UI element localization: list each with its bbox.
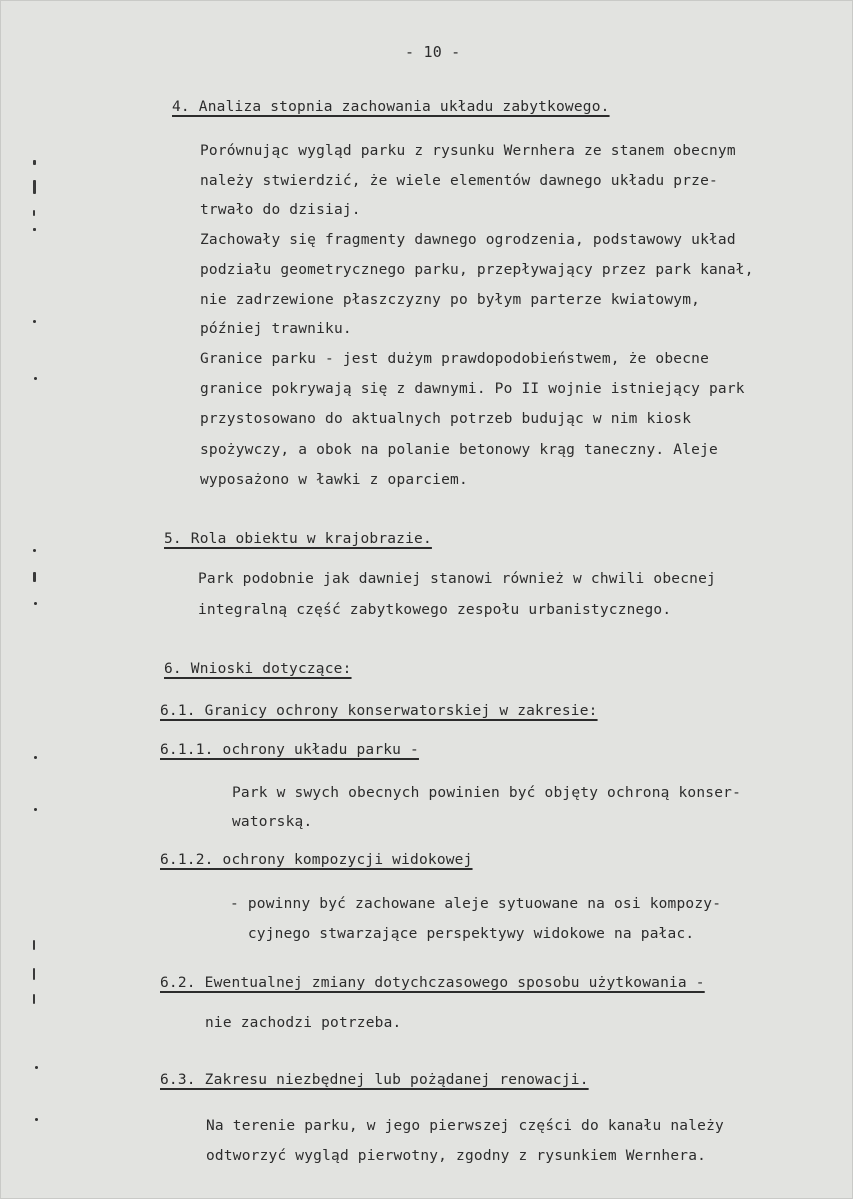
section-5-heading: 5. Rola obiektu w krajobrazie.: [164, 531, 432, 547]
section-4-line: podziału geometrycznego parku, przepływający przez park kanał,: [200, 262, 754, 278]
section-6-1-1-heading: 6.1.1. ochrony układu parku -: [160, 742, 419, 758]
margin-mark: [33, 968, 35, 980]
section-6-3-heading: 6.3. Zakresu niezbędnej lub pożądanej renowacji.: [160, 1072, 589, 1088]
section-6-2-heading: 6.2. Ewentualnej zmiany dotychczasowego sposobu użytkowania -: [160, 975, 705, 991]
section-6-1-heading: 6.1. Granicy ochrony konserwatorskiej w zakresie:: [160, 703, 598, 719]
section-4-line: trwało do dzisiaj.: [200, 202, 361, 218]
section-6-heading: 6. Wnioski dotyczące:: [164, 661, 352, 677]
section-4-line: Zachowały się fragmenty dawnego ogrodzenia, podstawowy układ: [200, 232, 736, 248]
margin-mark: [33, 180, 36, 194]
margin-dot: [34, 602, 37, 605]
section-5-line: Park podobnie jak dawniej stanowi również w chwili obecnej: [198, 571, 716, 587]
section-6-1-2-heading: 6.1.2. ochrony kompozycji widokowej: [160, 852, 473, 868]
margin-mark: [33, 572, 36, 582]
margin-dot: [34, 377, 37, 380]
section-4-heading: 4. Analiza stopnia zachowania układu zabytkowego.: [172, 99, 610, 115]
section-4-line: należy stwierdzić, że wiele elementów dawnego układu prze-: [200, 173, 718, 189]
section-6-1-1-line: Park w swych obecnych powinien być objęty ochroną konser-: [232, 785, 741, 801]
section-4-line: wyposażono w ławki z oparciem.: [200, 472, 468, 488]
section-4-line: Granice parku - jest dużym prawdopodobieństwem, że obecne: [200, 351, 709, 367]
margin-dot: [34, 756, 37, 759]
section-6-3-line: Na terenie parku, w jego pierwszej części do kanału należy: [206, 1118, 724, 1134]
margin-mark: [33, 160, 36, 165]
section-6-1-2-line: cyjnego stwarzające perspektywy widokowe na pałac.: [230, 926, 695, 942]
section-4-line: granice pokrywają się z dawnymi. Po II wojnie istniejący park: [200, 381, 745, 397]
margin-mark: [33, 228, 36, 231]
page-number: - 10 -: [405, 43, 461, 61]
margin-mark: [33, 210, 35, 216]
margin-dot: [35, 1118, 38, 1121]
margin-mark: [33, 994, 35, 1004]
section-5-line: integralną część zabytkowego zespołu urbanistycznego.: [198, 602, 672, 618]
section-6-3-line: odtworzyć wygląd pierwotny, zgodny z rysunkiem Wernhera.: [206, 1148, 707, 1164]
margin-dot: [34, 808, 37, 811]
section-6-1-2-line: - powinny być zachowane aleje sytuowane na osi kompozy-: [230, 896, 722, 912]
section-4-line: spożywczy, a obok na polanie betonowy krąg taneczny. Aleje: [200, 442, 718, 458]
margin-mark: [33, 940, 35, 950]
margin-dot: [33, 320, 36, 323]
section-4-line: Porównując wygląd parku z rysunku Wernhera ze stanem obecnym: [200, 143, 736, 159]
margin-dot: [33, 549, 36, 552]
margin-dot: [35, 1066, 38, 1069]
section-4-line: później trawniku.: [200, 321, 352, 337]
section-4-line: nie zadrzewione płaszczyzny po byłym parterze kwiatowym,: [200, 292, 701, 308]
section-4-line: przystosowano do aktualnych potrzeb budując w nim kiosk: [200, 411, 692, 427]
section-6-1-1-line: watorską.: [232, 814, 313, 830]
section-6-2-line: nie zachodzi potrzeba.: [205, 1015, 402, 1031]
